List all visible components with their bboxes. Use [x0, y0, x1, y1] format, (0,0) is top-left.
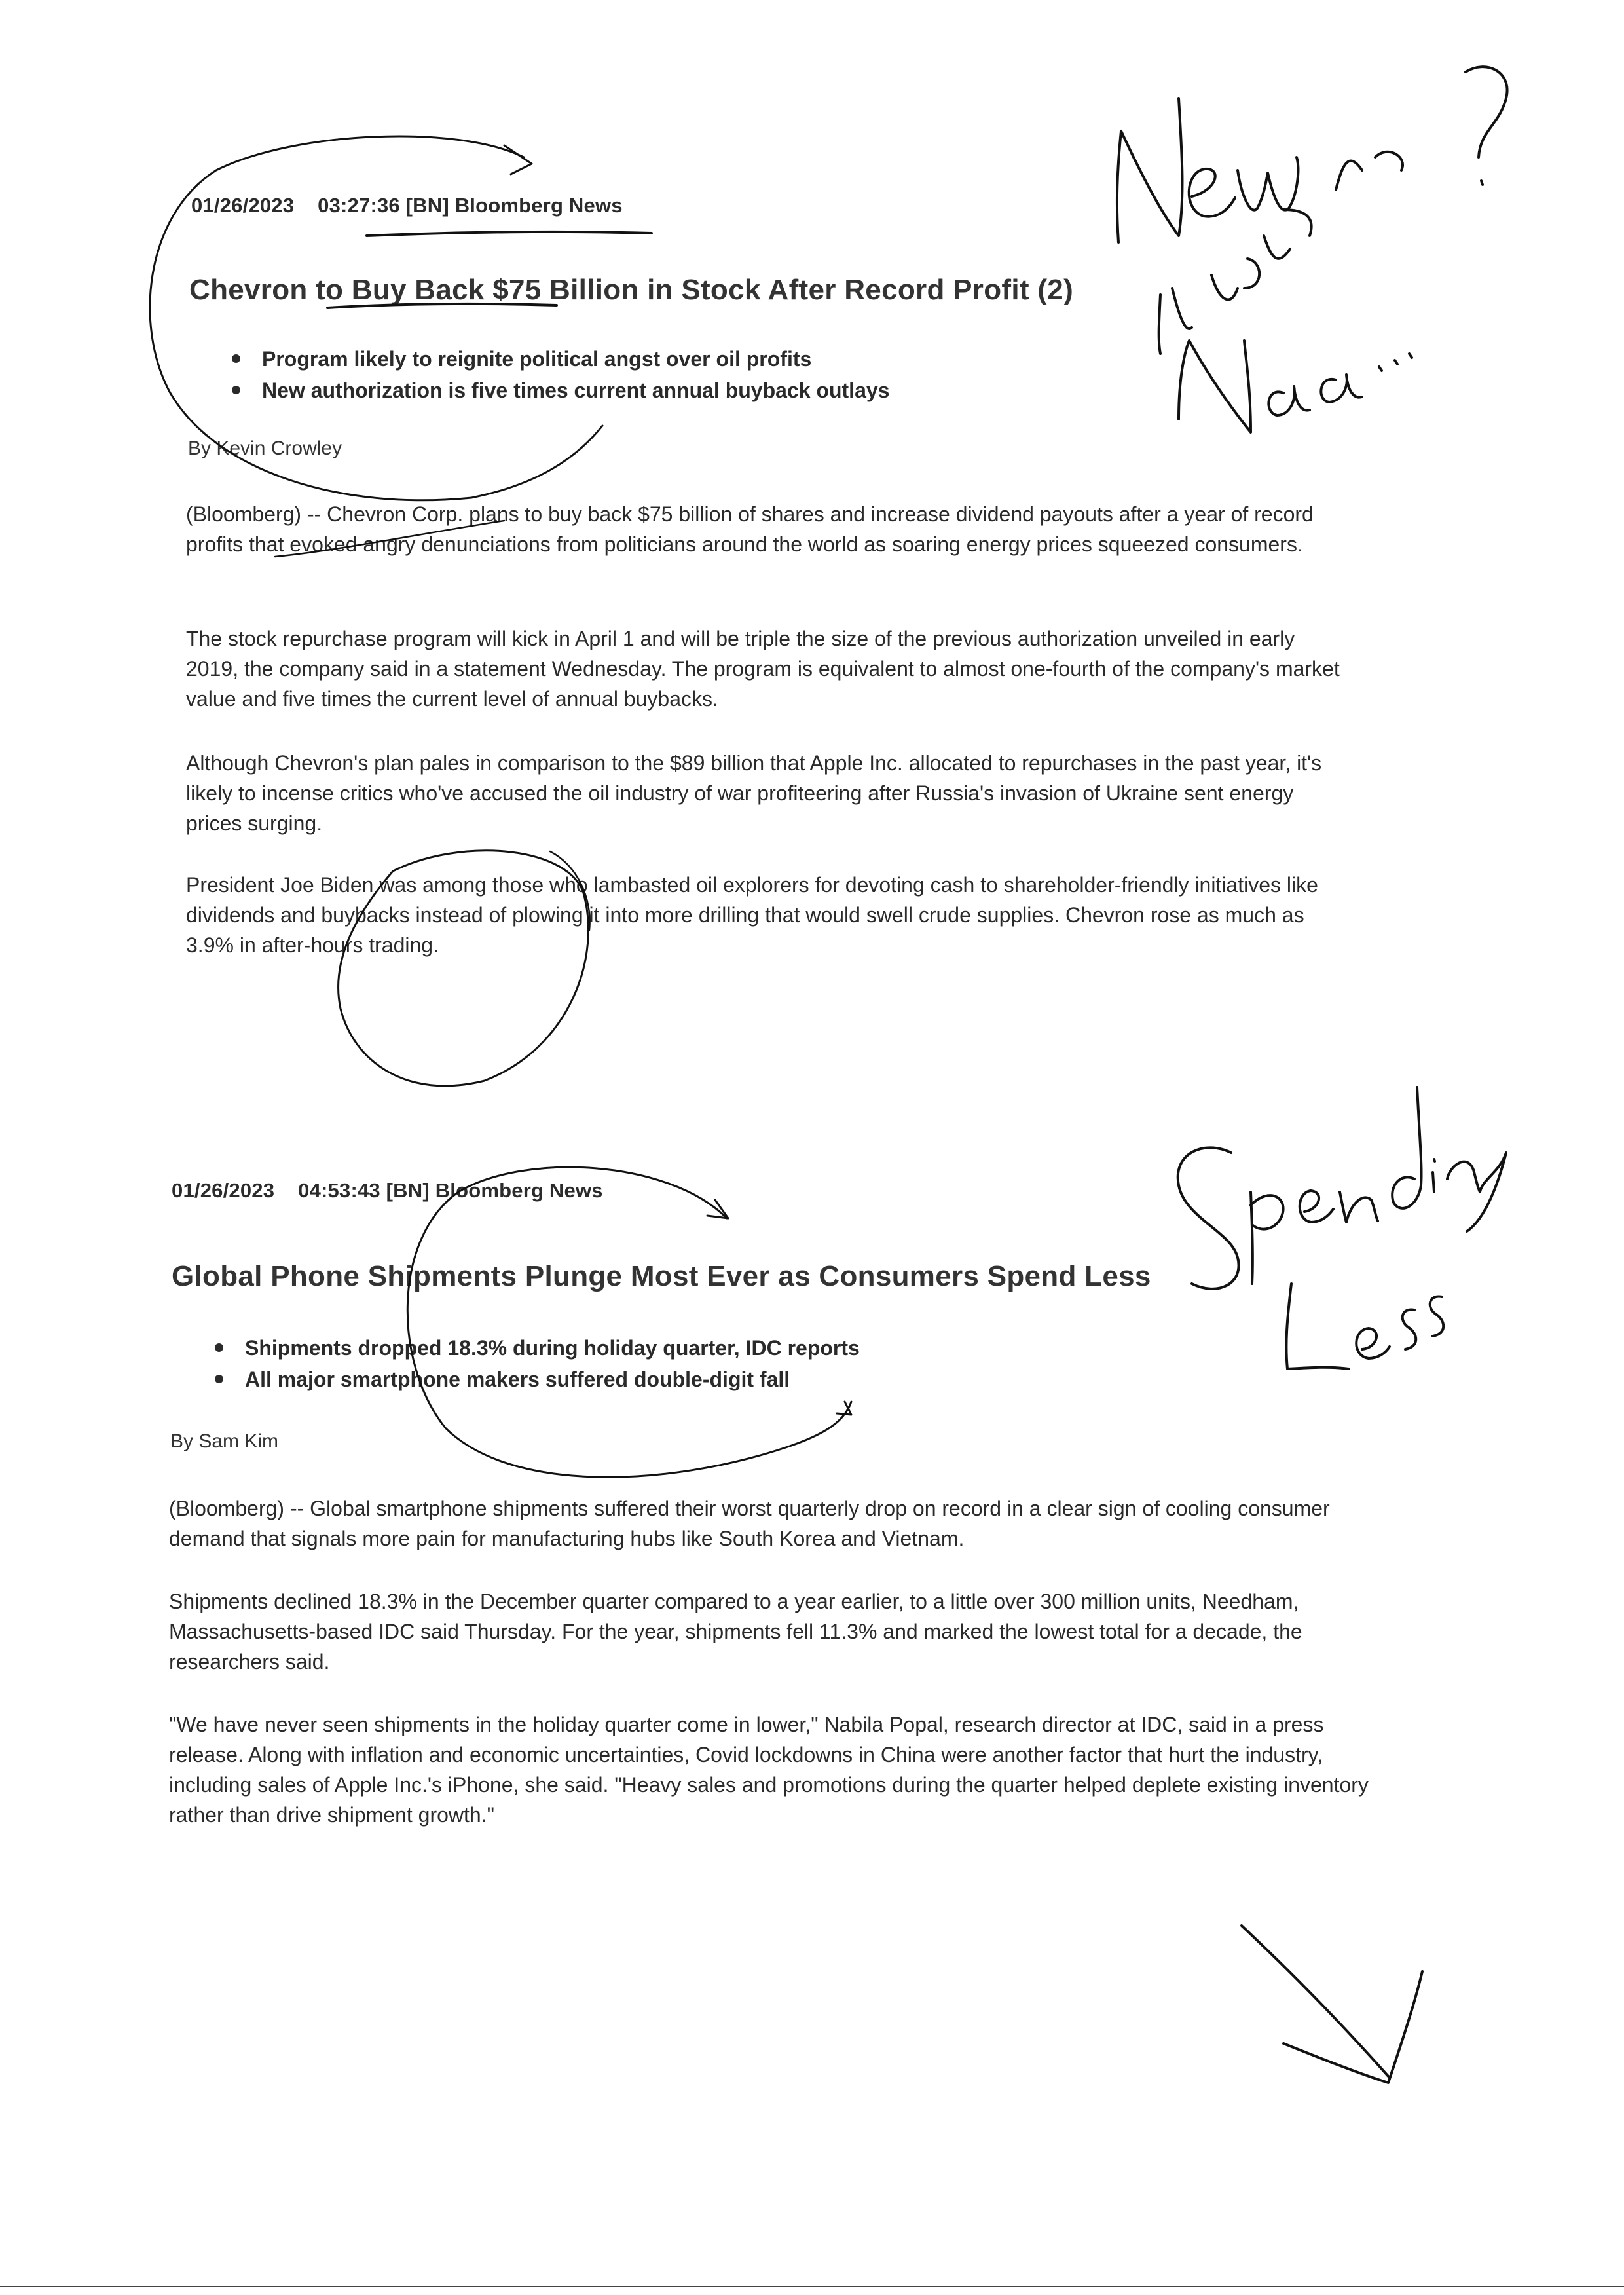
- article-1-date: 01/26/2023: [191, 194, 295, 217]
- article-1-dateline: [191, 194, 623, 217]
- ink-arrowhead: [837, 1402, 851, 1415]
- article-2-paragraph: (Bloomberg) -- Global smartphone shipments suffered their worst quarterly drop on record in a clear sign of cooling consumer demand that signals more pain for manufacturing hubs like South Korea and Vietnam.: [169, 1497, 1330, 1550]
- ink-underline-dateline: [367, 232, 652, 236]
- article-1-paragraph: Although Chevron's plan pales in comparison to the $89 billion that Apple Inc. allocated to repurchases in the past year, it's likely to incense critics who've accused the oil industry of war profiteering after Russia's invasion of Ukraine sent energy prices surging.: [186, 751, 1322, 835]
- bullet-item: Shipments dropped 18.3% during holiday quarter, IDC reports: [215, 1332, 860, 1364]
- bullet-item: New authorization is five times current annual buyback outlays: [232, 375, 889, 406]
- article-2-headline: Global Phone Shipments Plunge Most Ever as Consumers Spend Less: [172, 1260, 1151, 1292]
- ink-arrowhead: [504, 145, 532, 174]
- article-2-byline: By Sam Kim: [170, 1430, 279, 1452]
- article-1-time-source: 03:27:36 [BN] Bloomberg News: [318, 194, 623, 217]
- note-1-line-1: [1113, 52, 1115, 53]
- ink-circle-phone: [407, 1167, 851, 1477]
- bullet-item: All major smartphone makers suffered double-digit fall: [215, 1364, 860, 1395]
- article-2-bullets: [215, 1332, 860, 1395]
- article-2-time-source: 04:53:43 [BN] Bloomberg News: [298, 1179, 603, 1202]
- article-2-dateline: [172, 1179, 603, 1203]
- article-1-paragraph: (Bloomberg) -- Chevron Corp. plans to buy back $75 billion of shares and increase dividend payouts after a year of record profits that evoked angry denunciations from politicians around the world as soaring energy prices squeezed consumers.: [186, 502, 1314, 556]
- ink-arrowhead: [707, 1200, 728, 1218]
- page-bottom-edge: [0, 2286, 1624, 2287]
- article-1-byline: By Kevin Crowley: [188, 438, 342, 459]
- article-2-paragraph: "We have never seen shipments in the holiday quarter come in lower," Nabila Popal, research director at IDC, said in a press release. Along with inflation and economic uncertainties, Covid lockdowns in China were another factor that hurt the industry, including sales of Apple Inc.'s iPhone, she said. "Heavy sales and promotions during the quarter helped deplete existing inventory rather than drive shipment growth.": [169, 1713, 1369, 1827]
- article-1-paragraph: President Joe Biden was among those who lambasted oil explorers for devoting cash to shareholder-friendly initiatives like dividends and buybacks instead of plowing it into more drilling that would swell crude supplies. Chevron rose as much as 3.9% in after-hours trading.: [186, 873, 1318, 957]
- note-2-line-1: [1179, 1113, 1182, 1114]
- ink-arrow-bottom: [1242, 1926, 1422, 2083]
- article-1-headline: Chevron to Buy Back $75 Billion in Stock After Record Profit (2): [189, 274, 1074, 306]
- article-1-paragraph: The stock repurchase program will kick in April 1 and will be triple the size of the previous authorization unveiled in early 2019, the company said in a statement Wednesday. The program is equivalent to almost one-fourth of the company's market value and five times the current level of annual buybacks.: [186, 627, 1340, 711]
- ink-note-new-investments: [1117, 67, 1507, 432]
- note-1-line-3: [1113, 55, 1115, 56]
- article-1-bullets: [232, 343, 889, 406]
- bullet-item: Program likely to reignite political angst over oil profits: [232, 343, 889, 375]
- ink-note-spending-less: [1178, 1087, 1506, 1369]
- article-2-paragraph: Shipments declined 18.3% in the December quarter compared to a year earlier, to a little over 300 million units, Needham, Massachusetts-based IDC said Thursday. For the year, shipments fell 11.3% and marked the lowest total for a decade, the researchers said.: [169, 1590, 1302, 1673]
- article-2-date: 01/26/2023: [172, 1179, 275, 1202]
